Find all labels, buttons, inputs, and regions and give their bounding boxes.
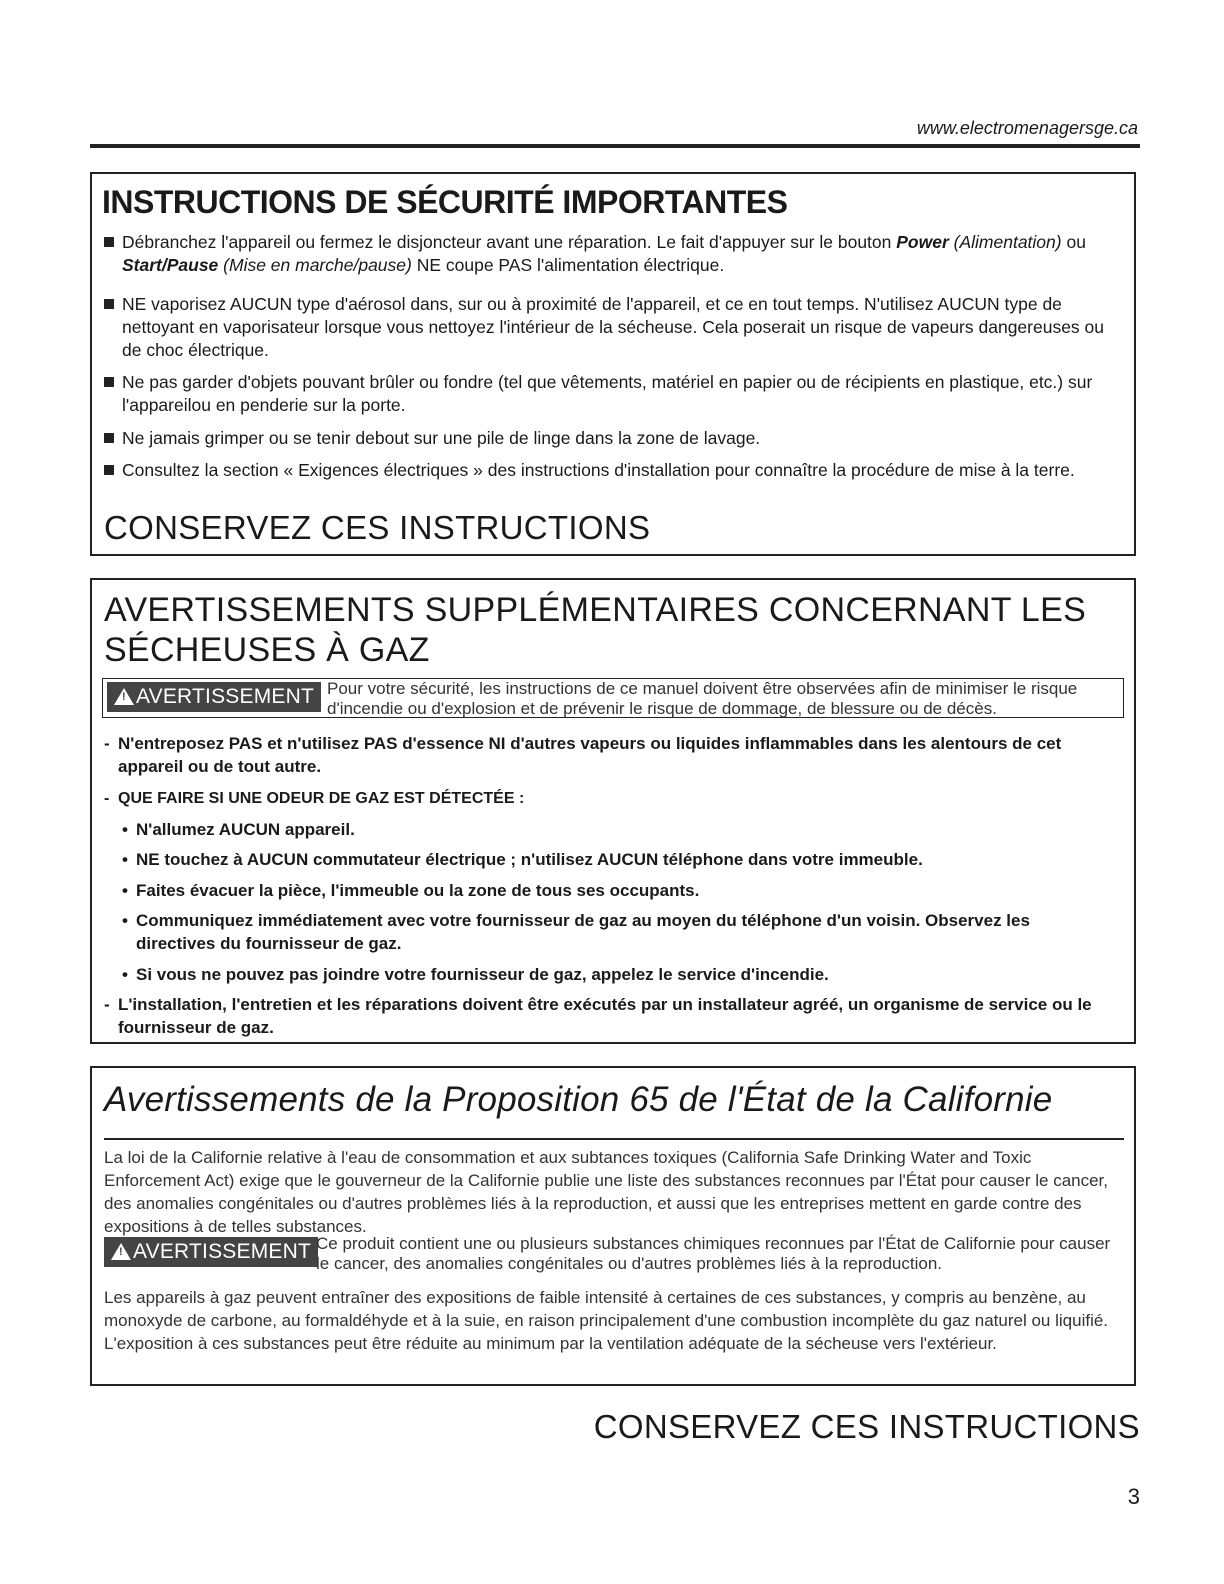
bullet-item — [104, 231, 1114, 277]
or-text: ou — [1061, 232, 1086, 252]
dot-item: • N'allumez AUCUN appareil. — [122, 820, 355, 839]
page-number: 3 — [1127, 1484, 1140, 1509]
dot-item: • Si vous ne pouvez pas joindre votre fournisseur de gaz, appelez le service d'incendie. — [122, 965, 829, 984]
dash-text: N'entreposez PAS et n'utilisez PAS d'essence NI d'autres vapeurs ou liquides inflammables dans les alentours de cet appareil ou de tout autre. — [118, 734, 1062, 776]
bullet-item — [104, 459, 1114, 482]
bullet-item — [104, 427, 1114, 450]
bullet-text: Ne jamais grimper ou se tenir debout sur une pile de linge dans la zone de lavage. — [122, 428, 761, 448]
power-label: Power — [896, 232, 949, 252]
square-bullet-icon — [104, 299, 114, 309]
gas-title — [104, 590, 1086, 670]
warning-row — [100, 1234, 1124, 1274]
dot-item: • Faites évacuer la pièce, l'immeuble ou la zone de tous ses occupants. — [122, 881, 700, 900]
conserve-heading: CONSERVEZ CES INSTRUCTIONS — [104, 509, 651, 546]
bullet-item — [104, 293, 1114, 362]
dash-text: L'installation, l'entretien et les réparations doivent être exécutés par un installateur agréé, un organisme de service ou le fournisseur de gaz. — [118, 995, 1092, 1037]
dot-text: N'allumez AUCUN appareil. — [136, 820, 355, 839]
dot-text: Faites évacuer la pièce, l'immeuble ou la zone de tous ses occupants. — [136, 881, 700, 900]
dot-text: Communiquez immédiatement avec votre fournisseur de gaz au moyen du téléphone d'un voisin. Observez les directives du fournisseur de gaz. — [136, 911, 1030, 953]
warning-badge — [107, 682, 321, 712]
safety-instructions-box — [90, 172, 1136, 556]
california-paragraph-1: La loi de la Californie relative à l'eau de consommation et aux subtances toxiques (California Safe Drinking Water and Toxic Enforcement Act) exige que le gouverneur de la Californie publie une liste des substances reconnues par l'État pour causer le cancer, des anomalies congénitales ou d'autres problèmes liés à la reproduction, et aussi que les entreprises mettent en garde contre des expositions à de telles substances. — [104, 1148, 1109, 1236]
bullet-text: Ne pas garder d'objets pouvant brûler ou fondre (tel que vêtements, matériel en papier ou de récipients en plastique, etc.) sur l'appareilou en penderie sur la porte. — [122, 372, 1093, 415]
website-url: www.electromenagersge.ca — [916, 118, 1138, 138]
california-prop65-box — [90, 1066, 1136, 1386]
warning-triangle-icon: ! — [111, 1243, 131, 1260]
alimentation-label: (Alimentation) — [948, 232, 1062, 252]
warning-text: Ce produit contient une ou plusieurs substances chimiques reconnues par l'État de Californie pour causer le cancer, des anomalies congénitales ou d'autres problèmes liés à la reproduction. — [316, 1234, 1111, 1273]
bullet-text: Débranchez l'appareil ou fermez le disjoncteur avant une réparation. Le fait d'appuyer sur le bouton — [122, 232, 897, 252]
header-rule — [90, 144, 1140, 148]
warning-badge-label: AVERTISSEMENT — [135, 685, 315, 708]
gas-title-line2: SÉCHEUSES À GAZ — [104, 631, 430, 669]
warning-text: Pour votre sécurité, les instructions de ce manuel doivent être observées afin de minimiser le risque d'incendie ou d'explosion et de prévenir le risque de dommage, de blessure ou de décès. — [327, 679, 1078, 718]
mise-en-marche-label: (Mise en marche/pause) — [218, 255, 412, 275]
safety-title: INSTRUCTIONS DE SÉCURITÉ IMPORTANTES — [102, 184, 788, 220]
dot-text: Si vous ne pouvez pas joindre votre fournisseur de gaz, appelez le service d'incendie. — [136, 965, 829, 984]
dash-item: - N'entreposez PAS et n'utilisez PAS d'essence NI d'autres vapeurs ou liquides inflammables dans les alentours de cet appareil ou de tout autre. — [104, 734, 1062, 776]
gas-title-line1: AVERTISSEMENTS SUPPLÉMENTAIRES CONCERNANT LES — [104, 591, 1087, 629]
dash-item: - L'installation, l'entretien et les réparations doivent être exécutés par un installateur agréé, un organisme de service ou le fournisseur de gaz. — [104, 995, 1092, 1037]
california-title-rule — [104, 1138, 1124, 1140]
square-bullet-icon — [104, 465, 114, 475]
warning-badge — [104, 1237, 318, 1267]
bullet-text: NE vaporisez AUCUN type d'aérosol dans, sur ou à proximité de l'appareil, et ce en tout temps. N'utilisez AUCUN type de nettoyant en vaporisateur lorsque vous nettoyez l'intérieur de la sécheuse. Cela poserait un risque de vapeurs dangereuses ou de choc électrique. — [122, 294, 1105, 360]
footer-conserve-heading: CONSERVEZ CES INSTRUCTIONS — [593, 1408, 1140, 1445]
dash-item: - QUE FAIRE SI UNE ODEUR DE GAZ EST DÉTECTÉE : — [104, 790, 525, 807]
warning-badge-label: AVERTISSEMENT — [132, 1240, 312, 1263]
start-pause-label: Start/Pause — [122, 255, 219, 275]
square-bullet-icon — [104, 377, 114, 387]
bullet-text: Consultez la section « Exigences électriques » des instructions d'installation pour connaître la procédure de mise à la terre. — [122, 460, 1075, 480]
dot-item: • Communiquez immédiatement avec votre fournisseur de gaz au moyen du téléphone d'un voisin. Observez les directives du fournisseur de gaz. — [122, 911, 1030, 953]
dot-text: NE touchez à AUCUN commutateur électrique ; n'utilisez AUCUN téléphone dans votre immeuble. — [136, 850, 923, 869]
warning-triangle-icon: ! — [114, 688, 134, 705]
california-paragraph-2: Les appareils à gaz peuvent entraîner des expositions de faible intensité à certaines de ces substances, y compris au benzène, au monoxyde de carbone, au formaldéhyde et à la suie, en raison principalement d'une combustion incomplète du gaz naturel ou liquifié. L'exposition à ces substances peut être réduite au minimum par la ventilation adéquate de la sécheuse vers l'extérieur. — [104, 1288, 1109, 1353]
gas-warnings-box — [90, 578, 1136, 1044]
square-bullet-icon — [104, 237, 114, 247]
dot-item: • NE touchez à AUCUN commutateur électrique ; n'utilisez AUCUN téléphone dans votre immeuble. — [122, 850, 923, 869]
bullet-item — [104, 371, 1114, 417]
california-title: Avertissements de la Proposition 65 de l'État de la Californie — [104, 1080, 1053, 1119]
dash-text: QUE FAIRE SI UNE ODEUR DE GAZ EST DÉTECTÉE : — [118, 790, 525, 807]
square-bullet-icon — [104, 433, 114, 443]
bullet-text-end: NE coupe PAS l'alimentation électrique. — [411, 255, 725, 275]
warning-row — [102, 678, 1124, 718]
